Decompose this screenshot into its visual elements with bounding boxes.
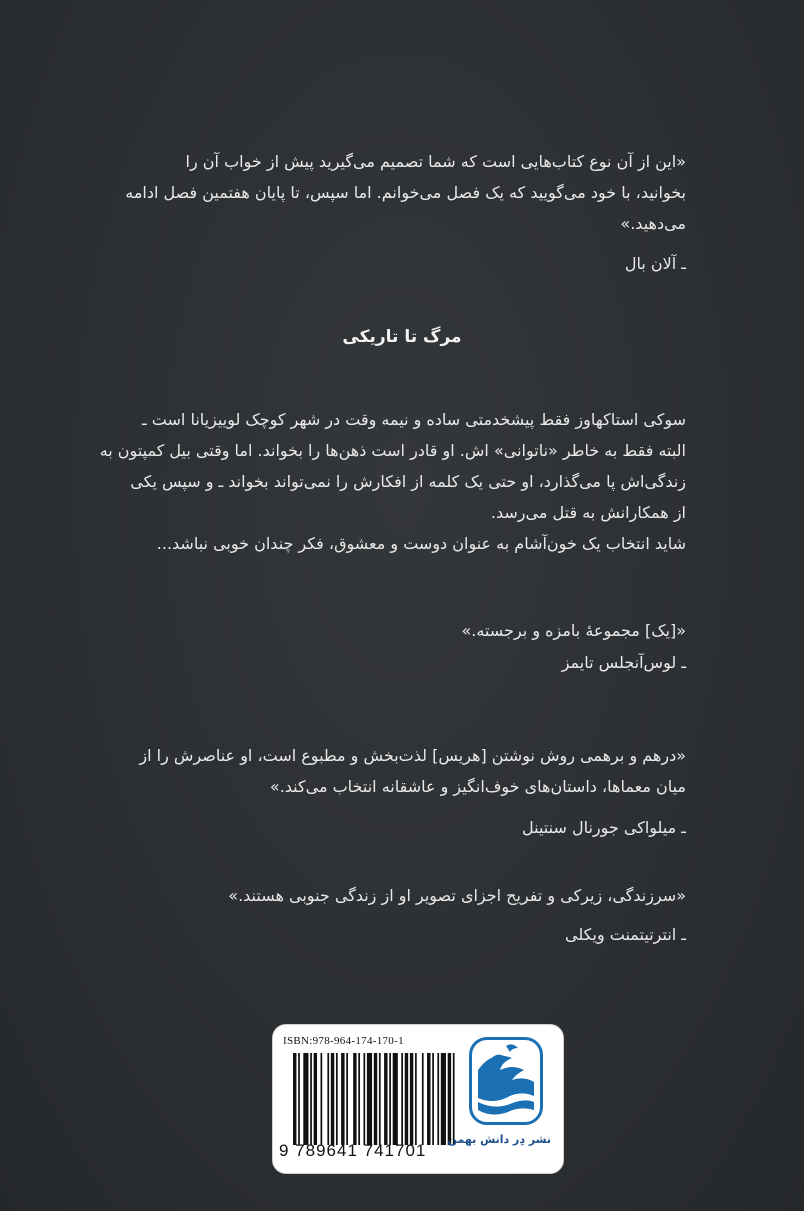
quote-line: «[یک] مجموعۀ بامزه و برجسته.» <box>461 621 686 640</box>
wave-ship-logo-icon <box>469 1037 543 1125</box>
barcode-bar <box>437 1053 439 1145</box>
barcode-bar <box>415 1053 417 1145</box>
barcode-bar <box>401 1053 403 1145</box>
barcode-number: 9 789641 741701 <box>279 1141 427 1160</box>
book-summary <box>99 404 686 559</box>
barcode <box>293 1053 458 1145</box>
barcode-bar <box>389 1053 391 1145</box>
quote-attribution: ـ انترتیتمنت ویکلی <box>565 925 686 944</box>
summary-line: از همکارانش به قتل می‌رسد. <box>490 503 686 522</box>
barcode-bar <box>432 1053 434 1145</box>
summary-line: زندگی‌اش پا می‌گذارد، او حتی یک کلمه از افکارش را نمی‌تواند بخواند ـ و سپس یکی <box>130 472 686 491</box>
quote-milwaukee <box>116 740 686 802</box>
barcode-bar <box>327 1053 329 1145</box>
barcode-bar <box>314 1053 317 1145</box>
barcode-bar <box>331 1053 334 1145</box>
summary-line: سوکی استاکهاوز فقط پیشخدمتی ساده و نیمه وقت در شهر کوچک لوییزیانا است ـ <box>142 410 686 429</box>
isbn-label <box>272 1024 564 1174</box>
barcode-bar <box>384 1053 387 1145</box>
quote-line: «سرزندگی، زیرکی و تفریح اجزای تصویر او از زندگی جنوبی هستند.» <box>228 886 686 905</box>
barcode-bar <box>441 1053 446 1145</box>
quote-alan-ball <box>116 146 686 239</box>
barcode-bar <box>422 1053 424 1145</box>
quote-line: «این از آن نوع کتاب‌هایی است که شما تصمیم می‌گیرید پیش از خواب آن را <box>185 152 686 171</box>
quote-line: میان معماها، داستان‌های خوف‌انگیز و عاشقانه انتخاب می‌کند.» <box>269 777 686 796</box>
isbn-text: ISBN:978-964-174-170-1 <box>283 1035 404 1047</box>
barcode-bar <box>363 1053 365 1145</box>
barcode-bar <box>379 1053 381 1145</box>
barcode-bar <box>453 1053 455 1145</box>
publisher-logo <box>447 1037 551 1155</box>
quote-line: «درهم و برهمی روش نوشتن [هریس] لذت‌بخش و مطبوع است، او عناصرش را از <box>139 746 686 765</box>
barcode-bar <box>321 1053 323 1145</box>
barcode-bar <box>410 1053 413 1145</box>
barcode-bar <box>353 1053 356 1145</box>
barcode-bar <box>358 1053 360 1145</box>
barcode-bar <box>427 1053 430 1145</box>
summary-line: البته فقط به خاطر «ناتوانی» اش. او قادر است ذهن‌ها را بخواند. اما وقتی بیل کمپتون به <box>99 441 686 460</box>
barcode-bar <box>346 1053 348 1145</box>
barcode-bar <box>367 1053 372 1145</box>
quote-line: می‌دهید.» <box>620 214 686 233</box>
quote-attribution: ـ آلان بال <box>624 254 686 273</box>
barcode-bar <box>374 1053 377 1145</box>
publisher-name: نشر دِر دانش بهمن <box>447 1133 551 1146</box>
summary-line: شاید انتخاب یک خون‌آشام به عنوان دوست و معشوق، فکر چندان خوبی نباشد... <box>156 534 686 553</box>
barcode-bar <box>298 1053 300 1145</box>
barcode-bar <box>341 1053 344 1145</box>
barcode-bar <box>303 1053 308 1145</box>
quote-attribution: ـ لوس‌آنجلس تایمز <box>561 653 686 672</box>
barcode-bar <box>448 1053 451 1145</box>
quote-line: بخوانید، با خود می‌گویید که یک فصل می‌خوانم. اما سپس، تا پایان هفتمین فصل ادامه <box>125 183 686 202</box>
barcode-bar <box>405 1053 408 1145</box>
barcode-bar <box>336 1053 338 1145</box>
quote-attribution: ـ میلواکی جورنال سنتینل <box>522 818 686 837</box>
barcode-bar <box>310 1053 312 1145</box>
book-title: مرگ تا تاریکی <box>342 327 462 347</box>
quote-entertainment-weekly <box>116 880 686 911</box>
quote-la-times <box>116 615 686 646</box>
barcode-bar <box>393 1053 398 1145</box>
barcode-bar <box>293 1053 296 1145</box>
